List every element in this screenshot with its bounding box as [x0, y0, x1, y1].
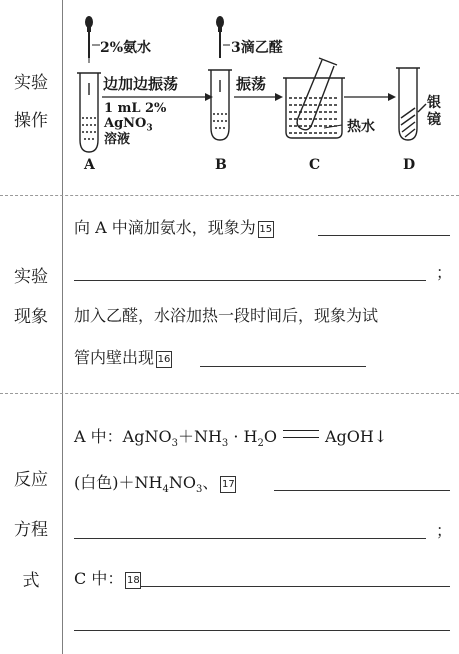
eq-a-sub3: 3 — [171, 438, 178, 450]
blank-number-18: 18 — [125, 572, 141, 589]
blank-number-17: 17 — [220, 476, 236, 493]
apparatus-drawing — [0, 0, 459, 195]
equation-line-c — [74, 566, 141, 589]
eq-a-nh3: ＋NH — [177, 427, 222, 446]
eq-line2-no: NO — [168, 473, 196, 492]
blank-number-16: 16 — [156, 351, 172, 368]
test-tube-a — [77, 73, 101, 152]
answer-blank-16[interactable] — [200, 366, 366, 367]
answer-blank-18[interactable] — [140, 586, 450, 587]
arrow-a-to-b — [102, 93, 213, 101]
label-solution: 溶液 — [104, 132, 131, 147]
eq-line2-prefix: (白色)＋NH — [74, 473, 163, 492]
eq-c-prefix: C 中： — [74, 569, 124, 588]
answer-blank-18b[interactable] — [74, 630, 450, 631]
semicolon-2: ； — [436, 521, 453, 540]
eq-a-sub3b: 3 — [221, 438, 229, 450]
answer-blank-17[interactable] — [274, 490, 450, 491]
label-silver-mirror: 银镜 — [427, 95, 441, 128]
equation-line-a — [74, 424, 387, 449]
eq-a-product: AgOH↓ — [325, 427, 388, 446]
label-equation-2: 方程 — [14, 520, 48, 540]
label-equation-3: 式 — [22, 571, 40, 591]
answer-blank-17b[interactable] — [74, 538, 426, 539]
caption-c: C — [309, 157, 321, 173]
label-equation-1: 反应 — [14, 470, 48, 490]
label-phenomenon-1: 实验 — [14, 267, 48, 287]
dropper-b — [216, 16, 230, 58]
eq-line2-sub3: 3 — [195, 484, 203, 496]
row-divider-1 — [0, 195, 459, 196]
label-shake: 振荡 — [236, 75, 267, 93]
eq-line2-sub4: 4 — [162, 484, 169, 496]
eq-a-o: O — [263, 427, 277, 446]
caption-a: A — [84, 157, 95, 173]
eq-a-sub2: 2 — [257, 438, 264, 450]
row-divider-2 — [0, 393, 459, 394]
label-phenomenon-2: 现象 — [14, 307, 48, 327]
answer-blank-15[interactable] — [318, 235, 450, 236]
dropper-a — [85, 16, 100, 63]
caption-b: B — [215, 157, 227, 173]
eq-line2-sep: 、 — [202, 473, 219, 492]
phenomenon-line-3 — [74, 345, 172, 368]
label-agno3-text: AgNO — [104, 116, 147, 131]
equation-line-2 — [74, 470, 236, 495]
label-operation-1: 实验 — [14, 73, 48, 93]
equals-sign — [283, 430, 319, 438]
caption-d: D — [403, 157, 416, 173]
eq-a-prefix: A 中：AgNO — [74, 427, 172, 446]
phenomenon-line-3-text: 管内壁出现 — [74, 348, 155, 367]
label-aldehyde: 3滴乙醛 — [231, 40, 283, 56]
label-hot-water: 热水 — [347, 119, 375, 135]
phenomenon-line-1-text: 向 A 中滴加氨水，现象为 — [74, 218, 256, 237]
arrow-c-to-d — [344, 93, 396, 101]
test-tube-b — [208, 70, 232, 140]
label-ammonia: 2%氨水 — [100, 40, 152, 56]
label-operation-2: 操作 — [14, 111, 48, 131]
answer-blank-15b[interactable] — [74, 280, 426, 281]
label-volume: 1 mL 2% — [104, 101, 167, 116]
arrow-b-to-c — [234, 93, 283, 101]
test-tube-d — [396, 68, 426, 140]
blank-number-15: 15 — [258, 221, 274, 238]
phenomenon-line-2: 加入乙醛，水浴加热一段时间后，现象为试 — [74, 306, 379, 325]
semicolon-1: ； — [436, 263, 453, 282]
label-agno3-sub: 3 — [146, 123, 153, 134]
eq-a-dot-h: · H — [228, 427, 258, 446]
label-shake-while-adding: 边加边振荡 — [103, 75, 179, 93]
phenomenon-line-1 — [74, 215, 274, 238]
